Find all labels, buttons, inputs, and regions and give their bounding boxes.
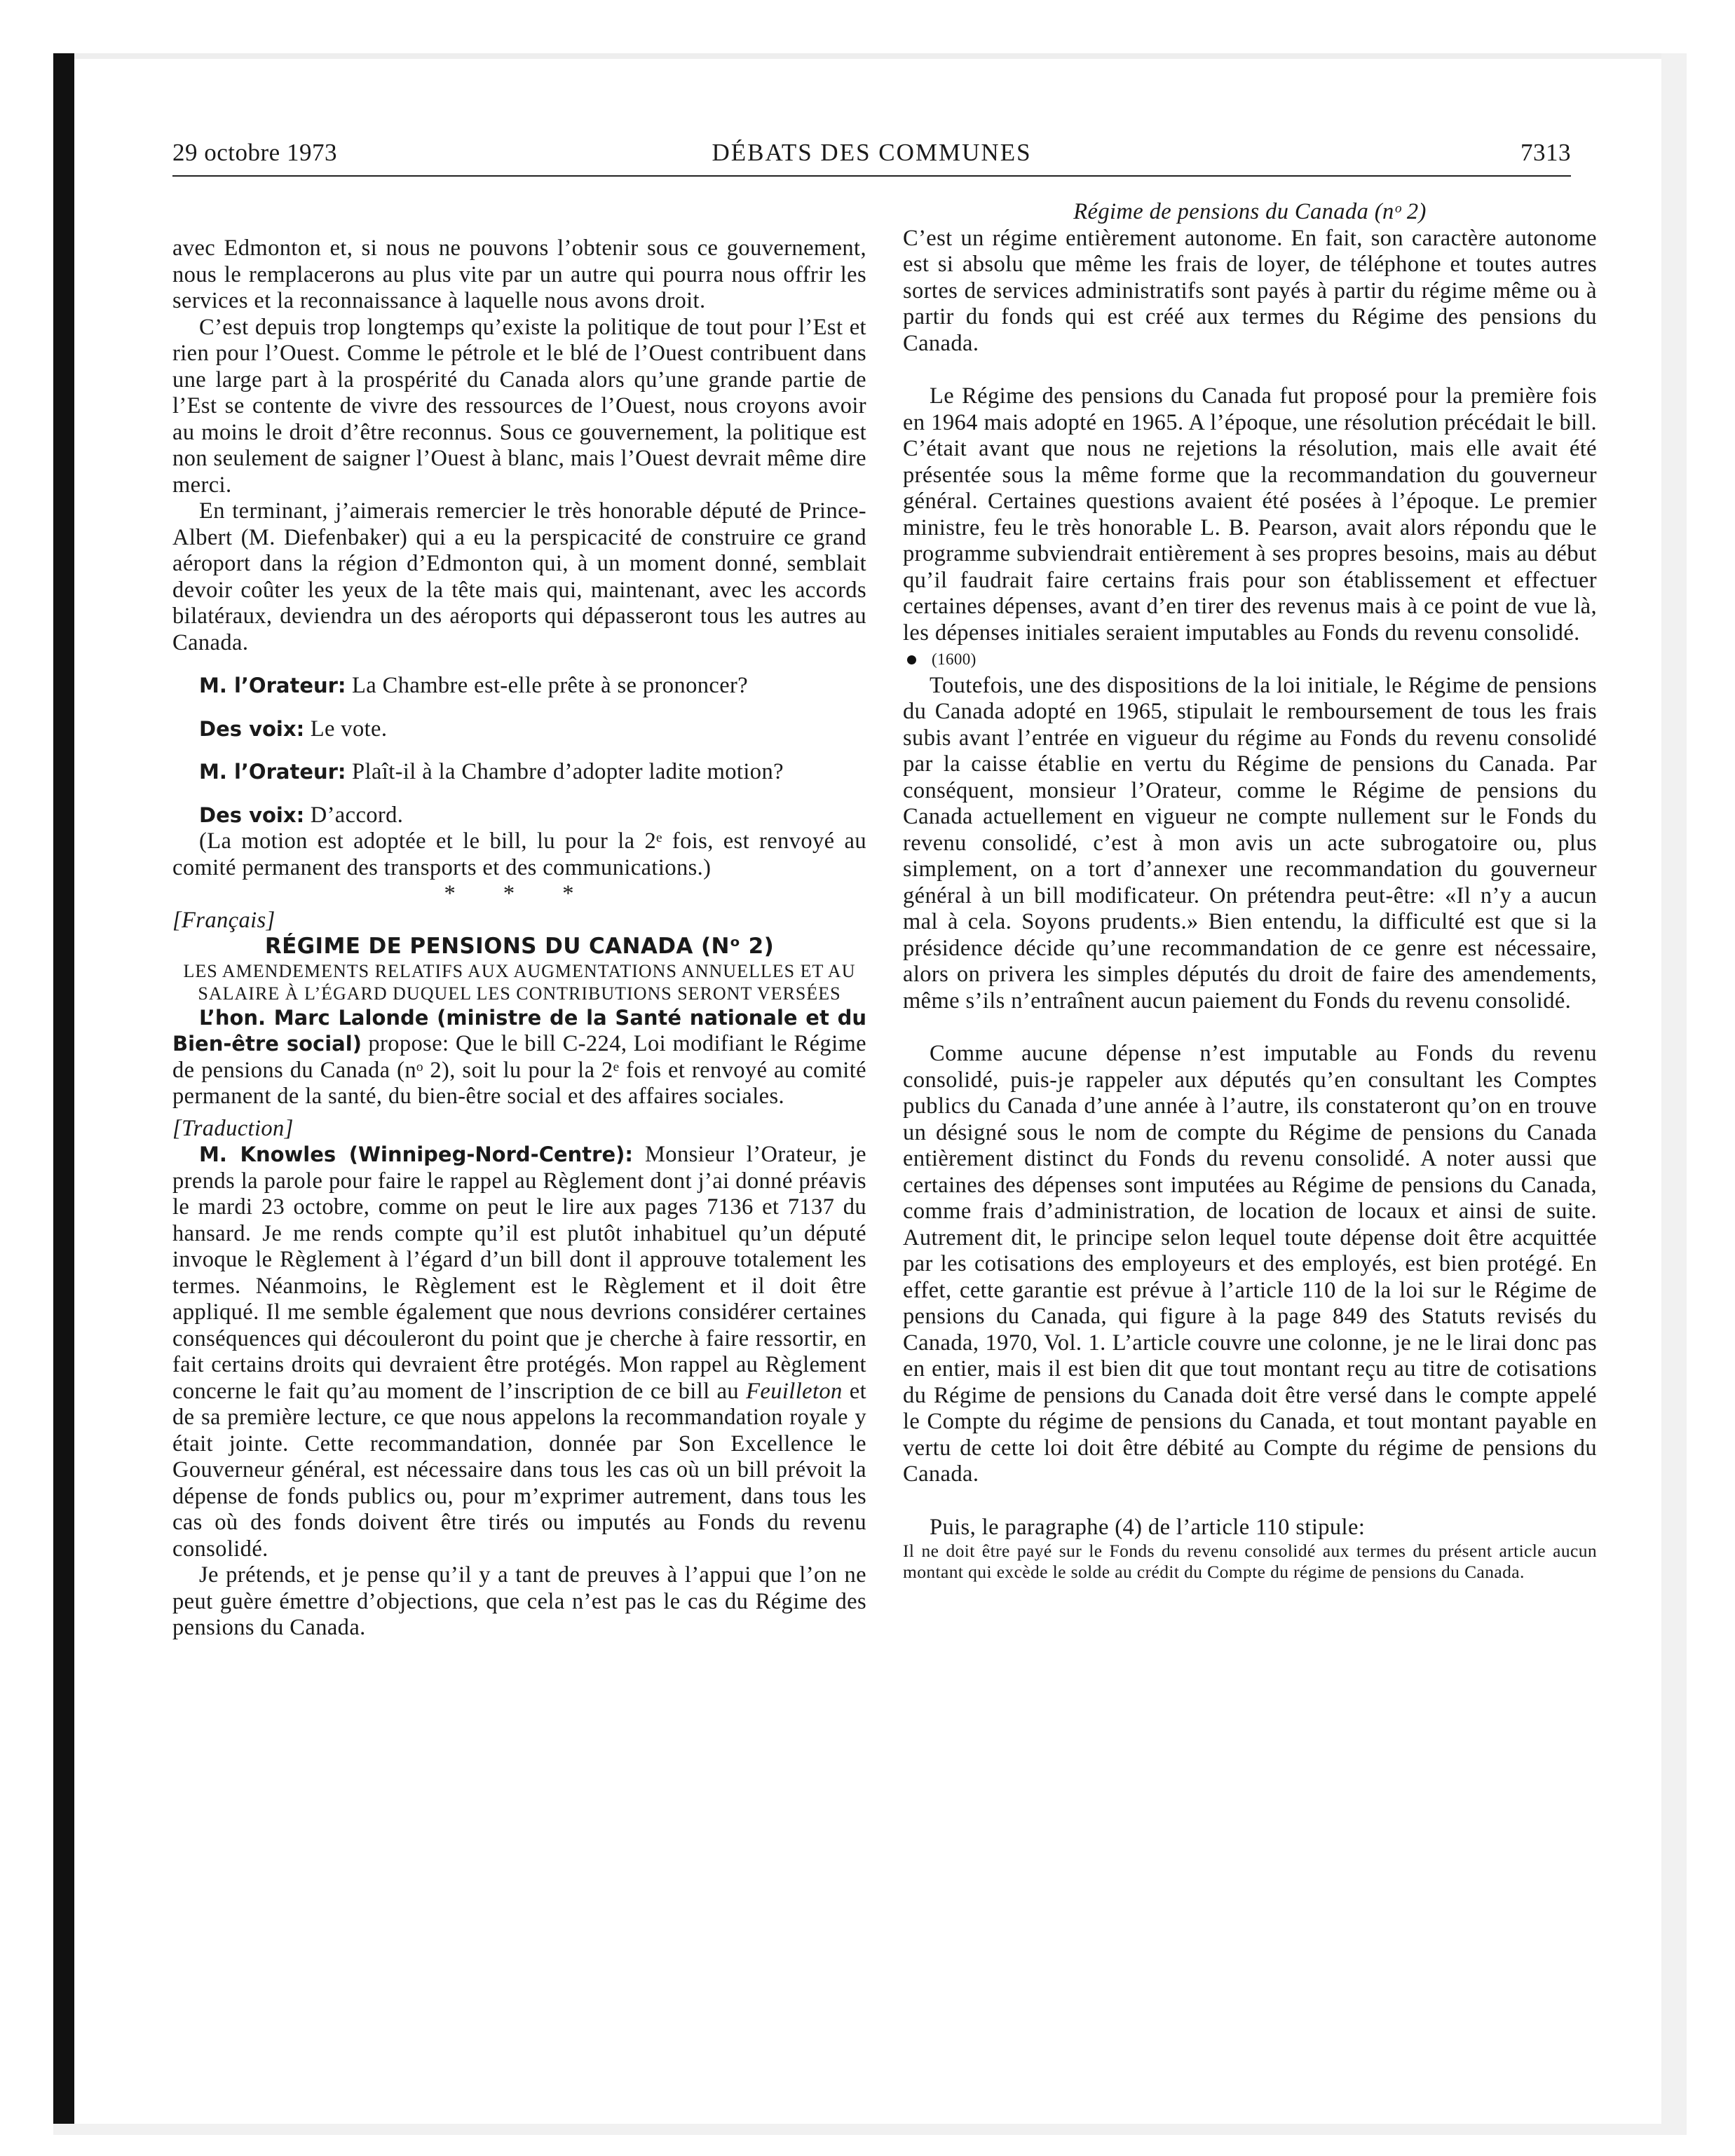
speech-text: propose: Que le bill C-224, Loi modifiant le Régime de pensions du Canada (nᵒ 2), soit lu pour la 2ᵉ fois et renvoyé au comité permanent de la santé, du bien-être social et des affaires sociales. xyxy=(172,1031,867,1109)
speech-text: Monsieur l’Orateur, je prends la parole pour faire le rappel au Règlement dont j’ai donné préavis le mardi 23 octobre, comme on peut le lire aux pages 7136 et 7137 du hansard. Je me rends compte qu’il est plutôt inhabituel qu’un député invoque le Règlement à l’égard d’un bill dont il approuve totalement les termes. Néanmoins, le Règlement est le Règlement et il doit être appliqué. Il me semble également que nous devrions considérer certaines conséquences qui découleront du point que je cherche à faire ressortir, en fait certains droits qui devraient être protégés. Mon rappel au Règlement concerne le fait qu’au moment de l’inscription de ce bill au xyxy=(172,1142,866,1404)
quoted-passage: Il ne doit être payé sur le Fonds du revenu consolidé aux termes du présent article aucun montant qui excède le solde au crédit du Compte du régime de pensions du Canada. xyxy=(903,1541,1597,1582)
section-title: RÉGIME DE PENSIONS DU CANADA (Nᵒ 2) xyxy=(264,934,775,959)
page-header xyxy=(172,139,1571,174)
speech-paragraph xyxy=(172,673,866,700)
paragraph: Toutefois, une des dispositions de la loi initiale, le Régime de pensions du Canada adopté en 1965, stipulait le remboursement de tous les frais subis avant l’entrée en vigueur du régime au Fonds du revenu consolidé par la caisse établie en vertu du Régime de pensions du Canada. Par conséquent, monsieur l’Orateur, comme le Régime de pensions du Canada actuellement en vigueur ne compte nullement sur le Fonds du revenu consolidé, c’est à mon avis un acte subrogatoire ou, plus simplement, on a tort d’annexer une recommandation du gouverneur général à un bill modificateur. On prétendra peut-être: «Il n’y a aucun mal à cela. Soyons prudents.» Bien entendu, la difficulté est que si la présidence décide qu’une recommandation de ce genre est nécessaire, alors on privera les simples députés du droit de faire des amendements, même s’ils n’entraînent aucun paiement du Fonds du revenu consolidé. xyxy=(903,672,1597,1014)
left-column xyxy=(172,236,866,1642)
paragraph: En terminant, j’aimerais remercier le très honorable député de Prince-Albert (M. Diefenbaker) qui a eu la perspicacité de construire ce grand aéroport dans la région d’Edmonton qui, à un moment donné, semblait devoir coûter les yeux de la tête mais qui, maintenant, avec les accords bilatéraux, deviendra un des aéroports qui dépasseront tous les autres au Canada. xyxy=(172,498,866,655)
speaker-name: Des voix: xyxy=(199,803,305,827)
speech-paragraph xyxy=(172,759,866,786)
speech-italic: Feuilleton xyxy=(746,1378,843,1404)
speaker-name: M. Knowles (Winnipeg-Nord-Centre): xyxy=(199,1142,633,1166)
section-subheading: LES AMENDEMENTS RELATIFS AUX AUGMENTATIONS ANNUELLES ET AU SALAIRE À L’ÉGARD DUQUEL LES CONTRIBUTIONS SERONT VERSÉES xyxy=(183,960,856,1004)
speech-text: Plaît-il à la Chambre d’adopter ladite motion? xyxy=(346,759,784,784)
speaker-name: M. l’Orateur: xyxy=(199,760,346,784)
paragraph: avec Edmonton et, si nous ne pouvons l’obtenir sous ce gouvernement, nous le remplacerons au plus vite par un autre qui pourra nous offrir les services et la reconnaissance à laquelle nous avons droit. xyxy=(172,236,866,313)
scan-border-right xyxy=(1661,53,1687,2135)
scan-border-top xyxy=(53,53,1687,59)
paragraph: Comme aucune dépense n’est imputable au Fonds du revenu consolidé, puis-je rappeler aux députés qu’en consultant les Comptes publics du Canada d’une année à l’autre, ils constateront qu’on en trouve un désigné sous le nom de compte du Régime de pensions du Canada entièrement distinct du Fonds du revenu consolidé. A noter aussi que certaines des dépenses sont imputées au Régime de pensions du Canada, comme frais d’administration, de location de locaux et ainsi de suite. Autrement dit, le principe selon lequel toute dépense doit être acquittée par les cotisations des employeurs et des employés, est bien protégé. En effet, cette garantie est prévue à l’article 110 de la loi sur le Régime de pensions du Canada, qui figure à la page 849 des Statuts revisés du Canada, 1970, Vol. 1. L’article couvre une colonne, je ne le lirai donc pas en entier, mais il est bien dit que tout montant reçu au titre de cotisations du Régime de pensions du Canada doit être versé dans le compte appelé le Compte du régime de pensions du Canada, et tout montant payable en vertu de cette loi doit être débité au Compte du régime de pensions du Canada. xyxy=(903,1041,1597,1487)
speech-text: Le vote. xyxy=(304,716,388,742)
running-head: Régime de pensions du Canada (nᵒ 2) xyxy=(1073,199,1427,224)
language-note: [Français] xyxy=(172,907,275,933)
motion-result: (La motion est adoptée et le bill, lu pour la 2ᵉ fois, est renvoyé au comité permanent des transports et des communications.) xyxy=(172,828,866,880)
speech-paragraph xyxy=(172,1005,866,1110)
header-page-number: 7313 xyxy=(1520,139,1571,166)
scan-border-bottom xyxy=(53,2124,1687,2135)
speaker-name: Des voix: xyxy=(199,716,305,741)
translation-note: [Traduction] xyxy=(172,1115,294,1141)
paragraph: C’est un régime entièrement autonome. En fait, son caractère autonome est si absolu que même les frais de loyer, de téléphone et toutes autres sortes de services administratifs sont payés à partir du régime même ou à partir du fonds qui est créé aux termes du Régime des pensions du Canada. xyxy=(903,225,1597,356)
speech-text: et de sa première lecture, ce que nous appelons la recommandation royale y était jointe. Cette recommandation, donnée par Son Excellence le Gouverneur général, est nécessaire dans tous les cas où un bill prévoit la dépense de fonds publics ou, pour m’exprimer autrement, dans tous les cas où des fonds doivent être tirés ou imputés au Fonds du revenu consolidé. xyxy=(172,1378,867,1562)
paragraph: Puis, le paragraphe (4) de l’article 110 stipule: xyxy=(930,1514,1366,1540)
paragraph: Je prétends, et je pense qu’il y a tant de preuves à l’appui que l’on ne peut guère émettre d’objections, que cela n’est pas le cas du Régime des pensions du Canada. xyxy=(172,1562,866,1640)
paragraph: Le Régime des pensions du Canada fut proposé pour la première fois en 1964 mais adopté en 1965. A l’époque, une résolution précédait le bill. C’était avant que nous ne rejetions la résolution, mais elle avait été présentée sous la même forme que la recommandation du gouverneur général. Certaines questions avaient été posées à l’époque. Le premier ministre, feu le très honorable L. B. Pearson, avait alors répondu que le programme subviendrait entièrement à ses propres besoins, mais au début qu’il faudrait faire certains frais pour son établissement et effectuer certaines dépenses, avant d’en tirer des revenus mais à ce point de vue là, les dépenses initiales seraient imputables au Fonds du revenu consolidé. xyxy=(903,383,1597,646)
right-column xyxy=(903,199,1597,1583)
section-separator: * * * xyxy=(444,881,595,906)
speech-text: D’accord. xyxy=(304,802,404,828)
time-marker: (1600) xyxy=(903,646,1597,673)
speaker-name: M. l’Orateur: xyxy=(199,674,346,697)
speaker-name: L’hon. Marc Lalonde (ministre de la Santé nationale et du Bien-être social) xyxy=(172,1005,866,1056)
paragraph: C’est depuis trop longtemps qu’existe la politique de tout pour l’Est et rien pour l’Ouest. Comme le pétrole et le blé de l’Ouest contribuent dans une large part à la prospérité du Canada alors qu’une grande partie de l’Est se contente de vivre des ressources de l’Ouest, nous croyons avoir au moins le droit d’être reconnus. Sous ce gouvernement, la politique est non seulement de saigner l’Ouest à blanc, mais l’Ouest devrait même dire merci. xyxy=(172,314,866,498)
speech-text: La Chambre est-elle prête à se prononcer? xyxy=(346,673,749,698)
speech-paragraph xyxy=(172,1142,866,1562)
header-date: 29 octobre 1973 xyxy=(172,139,337,166)
scan-border-left xyxy=(53,53,74,2135)
speech-paragraph xyxy=(172,716,866,743)
bullet-icon xyxy=(907,655,916,664)
header-title: DÉBATS DES COMMUNES xyxy=(712,139,1032,166)
header-rule xyxy=(172,175,1571,177)
speech-paragraph xyxy=(172,803,866,829)
